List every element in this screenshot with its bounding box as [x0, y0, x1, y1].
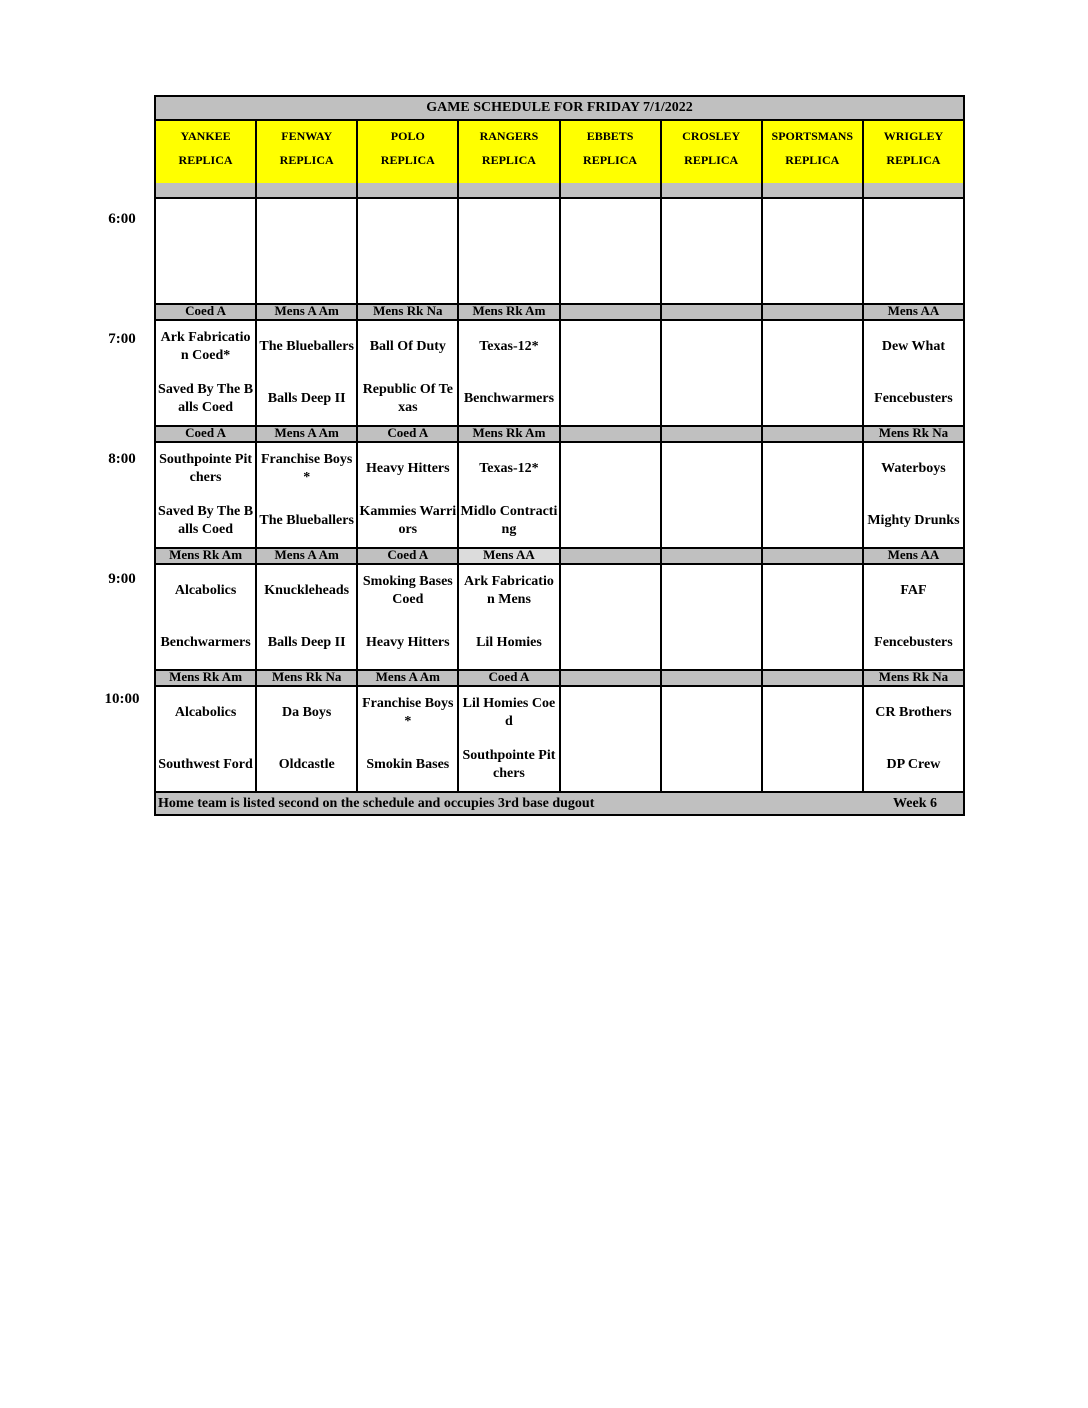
away-team: Alcabolics — [174, 583, 237, 598]
game-cell — [257, 443, 358, 547]
home-team: Lil Homies — [476, 635, 542, 650]
away-team — [662, 199, 761, 251]
time-slot-row — [156, 199, 963, 303]
game-cell — [864, 565, 963, 669]
division-label: Mens A Am — [358, 671, 459, 685]
away-team: FAF — [900, 583, 927, 598]
home-team — [662, 251, 761, 303]
field-header-rangers — [459, 121, 560, 183]
home-team — [763, 739, 862, 791]
division-label — [662, 427, 763, 441]
away-team: Waterboys — [881, 461, 946, 476]
time-label: 6:00 — [108, 211, 136, 227]
time-slot-row — [156, 321, 963, 425]
division-label: Mens AA — [887, 305, 940, 318]
away-team: The Blueballers — [259, 339, 354, 354]
division-label: Mens Rk Am — [459, 305, 560, 319]
game-cell — [561, 199, 662, 303]
away-team — [561, 321, 660, 373]
home-team: Balls Deep II — [267, 635, 346, 650]
home-team — [864, 251, 963, 303]
away-team: Ark Fabrication Coed* — [160, 330, 251, 363]
header-divider-cell — [156, 183, 257, 197]
game-cell — [459, 565, 560, 669]
game-cell — [864, 443, 963, 547]
home-team: Republic Of Texas — [362, 382, 453, 415]
away-team — [662, 565, 761, 617]
field-header-wrigley — [864, 121, 963, 183]
away-team — [662, 687, 761, 739]
game-cell — [864, 199, 963, 303]
game-cell — [358, 565, 459, 669]
header-divider-cell — [864, 183, 963, 197]
field-subtitle: REPLICA — [178, 153, 233, 167]
home-team: Saved By The Balls Coed — [158, 382, 254, 415]
home-team — [662, 739, 761, 791]
field-subtitle: REPLICA — [583, 153, 638, 167]
game-cell — [257, 687, 358, 791]
away-team — [662, 321, 761, 373]
game-cell — [864, 687, 963, 791]
home-team — [662, 373, 761, 425]
away-team — [156, 199, 255, 251]
away-team: Da Boys — [281, 705, 332, 720]
field-name: SPORTSMANS — [771, 129, 854, 143]
time-slot-row — [156, 565, 963, 669]
game-cell — [257, 565, 358, 669]
division-label — [561, 549, 662, 563]
game-cell — [662, 443, 763, 547]
away-team — [358, 199, 457, 251]
time-label: 7:00 — [108, 331, 136, 347]
away-team: Knuckleheads — [264, 583, 350, 598]
home-team — [561, 495, 660, 547]
away-team — [459, 199, 558, 251]
home-team — [257, 251, 356, 303]
home-team: Benchwarmers — [160, 635, 251, 650]
away-team: CR Brothers — [875, 705, 952, 720]
home-team: Oldcastle — [278, 757, 335, 772]
field-name: WRIGLEY — [883, 129, 944, 143]
time-label: 10:00 — [104, 691, 140, 707]
footer-note: Home team is listed second on the schedule and occupies 3rd base dugout — [158, 795, 595, 811]
away-team: Heavy Hitters — [366, 461, 450, 476]
game-cell — [156, 443, 257, 547]
home-team: Southpointe Pitchers — [462, 748, 556, 781]
division-label: Coed A — [459, 671, 560, 685]
field-subtitle: REPLICA — [279, 153, 334, 167]
away-team — [763, 443, 862, 495]
field-header-fenway — [257, 121, 358, 183]
home-team: Balls Deep II — [267, 391, 346, 406]
field-header-row — [156, 121, 963, 183]
game-cell — [459, 199, 560, 303]
schedule-table — [154, 95, 965, 816]
division-label: Mens Rk Na — [257, 671, 358, 685]
home-team: DP Crew — [886, 757, 941, 772]
time-label: 8:00 — [108, 451, 136, 467]
home-team — [763, 495, 862, 547]
game-cell — [763, 199, 864, 303]
division-label: Mens Rk Am — [156, 671, 257, 685]
away-team: Southpointe Pitchers — [159, 452, 253, 485]
home-team — [763, 617, 862, 669]
division-label: Mens Rk Na — [878, 427, 949, 440]
schedule-title: GAME SCHEDULE FOR FRIDAY 7/1/2022 — [156, 97, 963, 121]
away-team — [561, 199, 660, 251]
away-team: Texas-12* — [479, 339, 539, 354]
away-team: Ark Fabrication Mens — [464, 574, 554, 607]
division-label: Mens A Am — [257, 427, 358, 441]
game-cell — [358, 321, 459, 425]
game-cell — [662, 687, 763, 791]
division-label — [763, 305, 864, 319]
home-team — [561, 251, 660, 303]
home-team: Saved By The Balls Coed — [158, 504, 254, 537]
home-team — [763, 251, 862, 303]
division-label: Coed A — [156, 427, 257, 441]
home-team: Mighty Drunks — [867, 513, 960, 528]
home-team — [156, 251, 255, 303]
division-label — [561, 305, 662, 319]
field-header-yankee — [156, 121, 257, 183]
game-cell — [662, 565, 763, 669]
game-cell — [763, 321, 864, 425]
division-label: Mens Rk Na — [878, 671, 949, 684]
away-team — [561, 687, 660, 739]
division-label: Mens Rk Am — [156, 549, 257, 563]
field-header-polo — [358, 121, 459, 183]
home-team: Kammies Warriors — [359, 504, 457, 537]
header-divider-cell — [257, 183, 358, 197]
division-row — [156, 669, 963, 687]
header-divider — [156, 183, 963, 199]
week-label: Week 6 — [893, 795, 937, 811]
game-cell — [156, 565, 257, 669]
game-cell — [459, 443, 560, 547]
game-cell — [156, 321, 257, 425]
game-cell — [561, 321, 662, 425]
away-team — [257, 199, 356, 251]
field-subtitle: REPLICA — [684, 153, 739, 167]
home-team: Smokin Bases — [366, 757, 450, 772]
away-team: Lil Homies Coed — [462, 696, 556, 729]
division-label: Coed A — [358, 427, 459, 441]
division-label: Mens Rk Na — [358, 305, 459, 319]
game-cell — [358, 443, 459, 547]
away-team: Smoking Bases Coed — [362, 574, 453, 607]
division-row — [156, 425, 963, 443]
away-team: Franchise Boys* — [362, 696, 454, 729]
time-slot-row — [156, 687, 963, 791]
home-team — [358, 251, 457, 303]
field-subtitle: REPLICA — [380, 153, 435, 167]
field-subtitle: REPLICA — [785, 153, 840, 167]
division-label — [561, 427, 662, 441]
schedule-footer — [156, 791, 963, 814]
game-cell — [662, 199, 763, 303]
field-name: CROSLEY — [682, 129, 741, 143]
away-team — [561, 565, 660, 617]
home-team: The Blueballers — [259, 513, 354, 528]
game-cell — [459, 321, 560, 425]
game-cell — [561, 565, 662, 669]
header-divider-cell — [662, 183, 763, 197]
division-label — [763, 427, 864, 441]
away-team — [662, 443, 761, 495]
header-divider-cell — [561, 183, 662, 197]
time-slot-row — [156, 443, 963, 547]
field-name: EBBETS — [586, 129, 634, 143]
division-label — [763, 671, 864, 685]
home-team — [459, 251, 558, 303]
away-team — [864, 199, 963, 251]
away-team — [763, 199, 862, 251]
field-name: FENWAY — [281, 129, 333, 143]
game-cell — [257, 321, 358, 425]
field-name: YANKEE — [180, 129, 231, 143]
game-cell — [358, 687, 459, 791]
game-cell — [257, 199, 358, 303]
field-subtitle: REPLICA — [886, 153, 941, 167]
game-cell — [156, 687, 257, 791]
home-team: Southwest Ford — [158, 757, 253, 772]
field-name: RANGERS — [479, 129, 539, 143]
field-subtitle: REPLICA — [481, 153, 536, 167]
division-row — [156, 303, 963, 321]
division-label: Mens A Am — [257, 549, 358, 563]
time-label: 9:00 — [108, 571, 136, 587]
home-team — [662, 495, 761, 547]
division-label: Mens A Am — [257, 305, 358, 319]
home-team — [561, 617, 660, 669]
division-label: Mens AA — [887, 549, 940, 562]
home-team: Fencebusters — [874, 635, 953, 650]
home-team — [561, 739, 660, 791]
away-team — [763, 687, 862, 739]
field-header-crosley — [662, 121, 763, 183]
division-label — [662, 305, 763, 319]
home-team: Fencebusters — [874, 391, 953, 406]
away-team: Ball Of Duty — [369, 339, 446, 354]
game-cell — [763, 687, 864, 791]
header-divider-cell — [763, 183, 864, 197]
header-divider-cell — [459, 183, 560, 197]
time-slots — [156, 199, 963, 791]
away-team: Franchise Boys* — [260, 452, 353, 485]
field-header-ebbets — [561, 121, 662, 183]
away-team — [561, 443, 660, 495]
game-cell — [662, 321, 763, 425]
game-cell — [763, 565, 864, 669]
division-label: Mens AA — [459, 549, 560, 563]
home-team — [662, 617, 761, 669]
away-team: Alcabolics — [174, 705, 237, 720]
game-cell — [459, 687, 560, 791]
division-label — [662, 549, 763, 563]
game-cell — [763, 443, 864, 547]
division-label: Mens Rk Am — [459, 427, 560, 441]
division-row — [156, 547, 963, 565]
home-team: Benchwarmers — [463, 391, 555, 406]
away-team — [763, 565, 862, 617]
game-cell — [864, 321, 963, 425]
field-header-sportsmans — [763, 121, 864, 183]
away-team: Texas-12* — [479, 461, 539, 476]
division-label: Coed A — [358, 549, 459, 563]
home-team: Heavy Hitters — [366, 635, 450, 650]
game-cell — [561, 687, 662, 791]
game-cell — [561, 443, 662, 547]
field-name: POLO — [390, 129, 425, 143]
division-label — [561, 671, 662, 685]
division-label — [662, 671, 763, 685]
home-team — [561, 373, 660, 425]
division-label: Coed A — [156, 305, 257, 319]
away-team: Dew What — [881, 339, 945, 354]
home-team: Midlo Contracting — [460, 504, 558, 537]
division-label — [763, 549, 864, 563]
home-team — [763, 373, 862, 425]
away-team — [763, 321, 862, 373]
game-cell — [358, 199, 459, 303]
game-cell — [156, 199, 257, 303]
header-divider-cell — [358, 183, 459, 197]
